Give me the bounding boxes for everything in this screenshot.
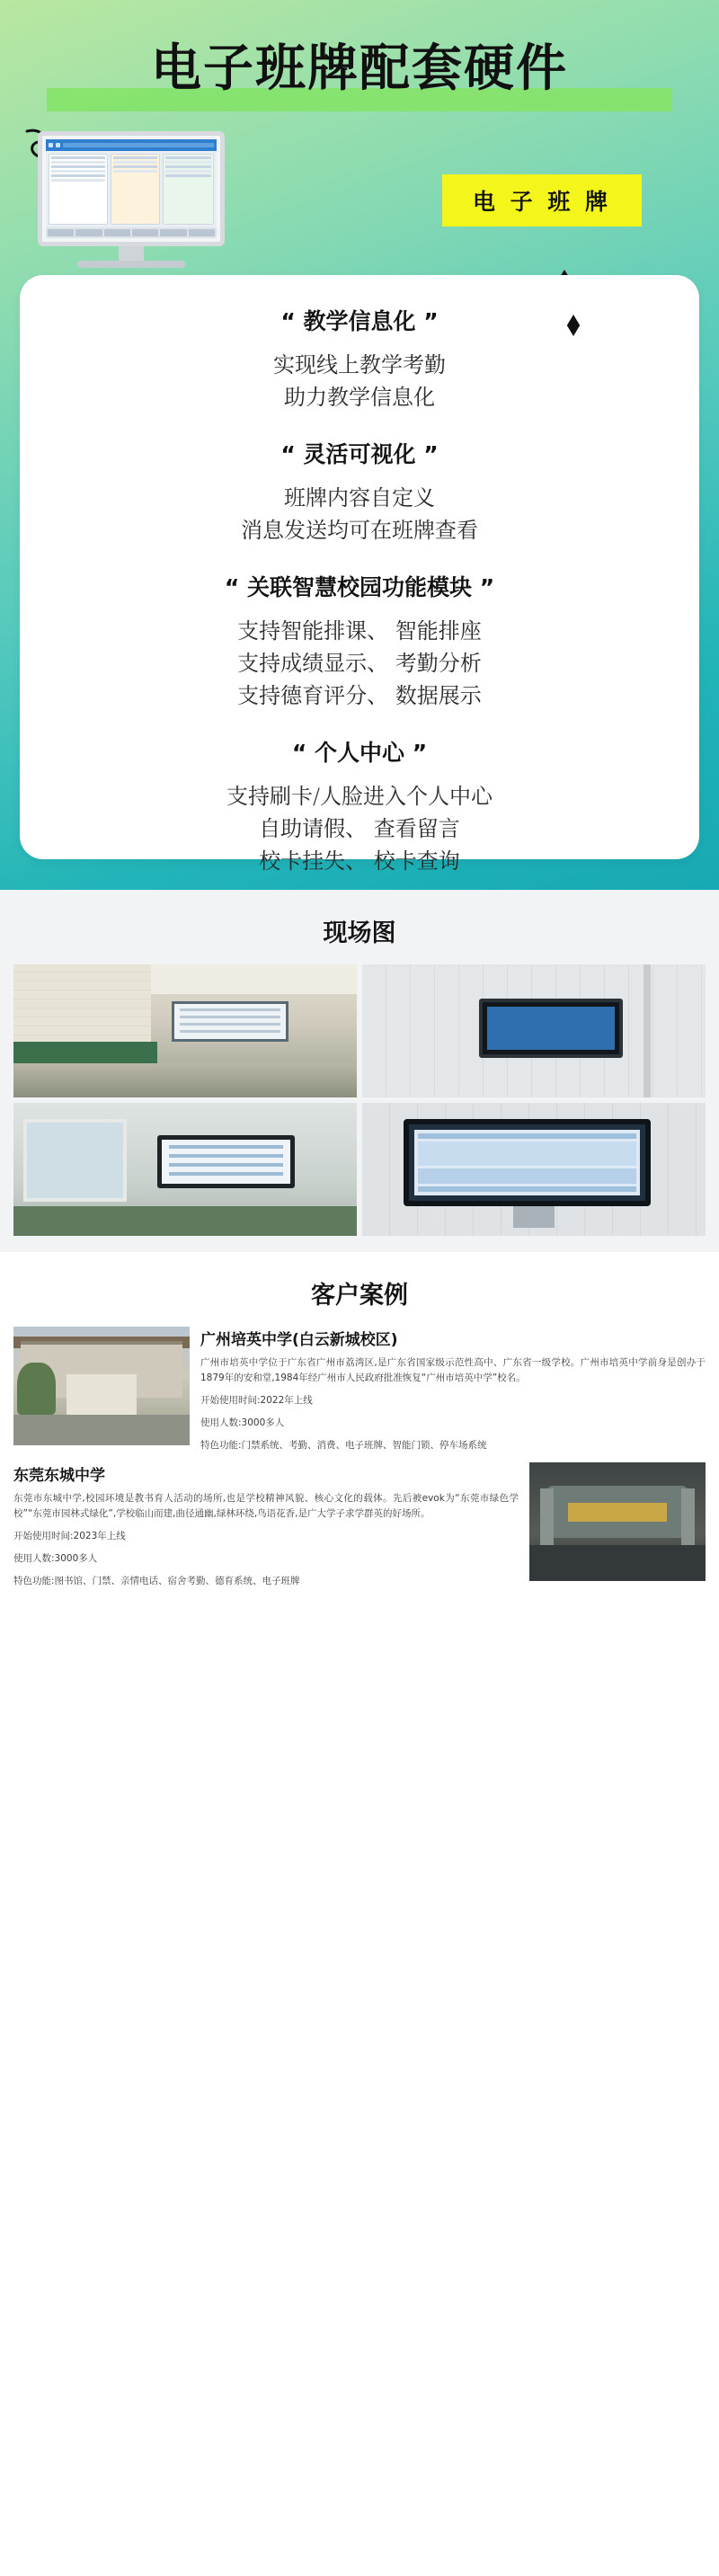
case-photo-dongcheng (529, 1462, 706, 1581)
diamond-small-decoration-icon (567, 304, 580, 325)
features-card (20, 275, 699, 874)
feature-1-line-2: 助力教学信息化 (284, 385, 435, 410)
feature-4-heading: “ 个人中心 ” (291, 740, 428, 766)
customer-cases-title: 客户案例 (311, 1282, 408, 1310)
monitor-illustration (38, 131, 225, 268)
customer-cases-section (0, 1252, 719, 1607)
monitor-screen (38, 131, 225, 246)
case-text-peiying (200, 1327, 706, 1453)
feature-block-3 (38, 570, 681, 712)
feature-block-2 (38, 437, 681, 546)
feature-4-line-1: 支持刷卡/人脸进入个人中心 (226, 784, 493, 809)
case-meta-line-2: 使用人数:3000多人 (13, 1553, 98, 1564)
feature-1-line-1: 实现线上教学考勤 (273, 352, 446, 378)
title-wrap (0, 0, 719, 101)
case-text-dongcheng (13, 1462, 519, 1589)
site-photos-title: 现场图 (323, 919, 396, 947)
feature-3-line-1: 支持智能排课、 智能排座 (237, 618, 482, 644)
feature-1-heading: “ 教学信息化 ” (280, 308, 439, 334)
product-badge-label: 电 子 班 牌 (472, 189, 612, 215)
feature-2-line-1: 班牌内容自定义 (284, 485, 435, 511)
feature-3-heading: “ 关联智慧校园功能模块 ” (224, 574, 495, 600)
site-photo-grid (13, 964, 706, 1236)
case-title: 东莞东城中学 (13, 1467, 105, 1485)
wall-screen-photo (362, 964, 706, 1097)
hero-section (0, 0, 719, 890)
case-description: 广州市培英中学位于广东省广州市荔湾区,是广东省国家级示范性高中、广东省一级学校。广州市培英中学前身是创办于1879年的安和堂,1984年经广州市人民政府批准恢复“广州市培英中学”校名。 (200, 1357, 706, 1383)
feature-2-heading: “ 灵活可视化 ” (280, 441, 439, 467)
case-meta-line-3: 特色功能:门禁系统、考勤、消费、电子班牌、智能门锁、停车场系统 (200, 1440, 487, 1451)
classroom-screen-photo (13, 1103, 357, 1236)
case-title: 广州培英中学(白云新城校区) (200, 1331, 398, 1349)
case-row (13, 1327, 706, 1453)
feature-3-line-3: 支持德育评分、 数据展示 (237, 683, 482, 708)
large-display-photo (362, 1103, 706, 1236)
case-meta-line-2: 使用人数:3000多人 (200, 1417, 285, 1428)
feature-3-line-2: 支持成绩显示、 考勤分析 (237, 651, 482, 676)
monitor-illustration-area (0, 131, 719, 275)
feature-block-4 (38, 735, 681, 877)
feature-4-line-3: 校卡挂失、 校卡查询 (259, 848, 460, 874)
feature-2-line-2: 消息发送均可在班牌查看 (241, 518, 478, 543)
case-meta-line-1: 开始使用时间:2022年上线 (200, 1395, 313, 1406)
case-meta-line-3: 特色功能:图书馆、门禁、亲情电话、宿舍考勤、德育系统、电子班牌 (13, 1576, 300, 1586)
case-row (13, 1462, 706, 1589)
case-description: 东莞市东城中学,校园环境是教书育人活动的场所,也是学校精神风貌、核心文化的载体。先后被evok为“东莞市绿色学校”“东莞市园林式绿化”,学校临山而建,曲径通幽,绿林环绕,鸟语花香,是广大学子求学群英的好场所。 (13, 1493, 519, 1519)
feature-block-1 (38, 304, 681, 413)
corridor-photo (13, 964, 357, 1097)
feature-4-line-2: 自助请假、 查看留言 (259, 816, 460, 841)
monitor-neck (119, 246, 144, 261)
case-photo-peiying (13, 1327, 190, 1445)
monitor-base (77, 261, 185, 268)
product-badge (442, 174, 642, 227)
case-meta-line-1: 开始使用时间:2023年上线 (13, 1531, 126, 1541)
site-photos-section (0, 890, 719, 1252)
page-title: 电子班牌配套硬件 (151, 40, 568, 98)
